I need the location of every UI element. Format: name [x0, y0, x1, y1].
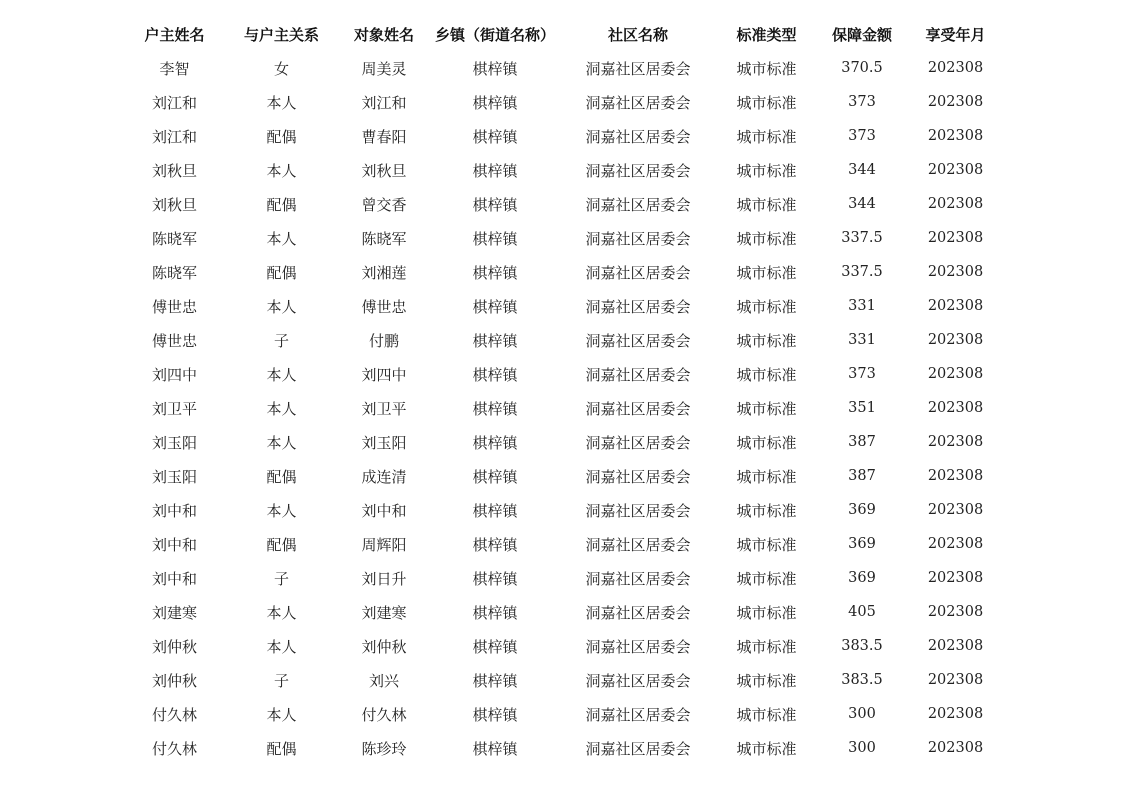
cell-month: 202308 — [927, 400, 984, 416]
cell-standard-type: 城市标准 — [736, 433, 797, 452]
cell-household-head: 刘仲秋 — [151, 671, 197, 690]
cell-amount: 373 — [848, 366, 876, 382]
cell-household-head: 付久林 — [151, 705, 197, 724]
cell-community: 洞嘉社区居委会 — [585, 637, 691, 656]
table-row — [121, 527, 1001, 561]
cell-household-head: 刘玉阳 — [151, 467, 197, 486]
cell-amount: 344 — [848, 162, 876, 178]
header-relation: 与户主关系 — [243, 25, 319, 44]
cell-community: 洞嘉社区居委会 — [585, 263, 691, 282]
cell-community: 洞嘉社区居委会 — [585, 331, 691, 350]
header-household-head: 户主姓名 — [144, 25, 205, 44]
cell-household-head: 刘江和 — [151, 93, 197, 112]
cell-standard-type: 城市标准 — [736, 671, 797, 690]
cell-relation: 本人 — [266, 365, 297, 384]
cell-month: 202308 — [927, 536, 984, 552]
cell-town: 棋梓镇 — [472, 739, 518, 758]
cell-member-name: 刘兴 — [368, 671, 399, 690]
cell-standard-type: 城市标准 — [736, 297, 797, 316]
cell-relation: 子 — [273, 671, 289, 690]
cell-household-head: 刘仲秋 — [151, 637, 197, 656]
cell-standard-type: 城市标准 — [736, 569, 797, 588]
cell-month: 202308 — [927, 468, 984, 484]
cell-month: 202308 — [927, 434, 984, 450]
table-row — [121, 221, 1001, 255]
cell-standard-type: 城市标准 — [736, 739, 797, 758]
cell-month: 202308 — [927, 298, 984, 314]
cell-town: 棋梓镇 — [472, 331, 518, 350]
cell-standard-type: 城市标准 — [736, 93, 797, 112]
cell-town: 棋梓镇 — [472, 127, 518, 146]
cell-member-name: 傅世忠 — [361, 297, 407, 316]
cell-town: 棋梓镇 — [472, 59, 518, 78]
cell-town: 棋梓镇 — [472, 671, 518, 690]
cell-member-name: 付久林 — [361, 705, 407, 724]
cell-standard-type: 城市标准 — [736, 535, 797, 554]
table-row — [121, 629, 1001, 663]
cell-town: 棋梓镇 — [472, 467, 518, 486]
cell-member-name: 刘卫平 — [361, 399, 407, 418]
cell-community: 洞嘉社区居委会 — [585, 705, 691, 724]
cell-relation: 配偶 — [266, 535, 297, 554]
cell-member-name: 曹春阳 — [361, 127, 407, 146]
cell-month: 202308 — [927, 162, 984, 178]
cell-relation: 本人 — [266, 297, 297, 316]
cell-month: 202308 — [927, 706, 984, 722]
header-member-name: 对象姓名 — [353, 25, 414, 44]
cell-town: 棋梓镇 — [472, 93, 518, 112]
cell-month: 202308 — [927, 638, 984, 654]
cell-household-head: 付久林 — [151, 739, 197, 758]
cell-household-head: 刘中和 — [151, 535, 197, 554]
table-row — [121, 425, 1001, 459]
cell-household-head: 李智 — [159, 59, 190, 78]
cell-amount: 383.5 — [841, 672, 883, 688]
cell-amount: 337.5 — [841, 264, 883, 280]
cell-relation: 本人 — [266, 433, 297, 452]
table-row — [121, 459, 1001, 493]
cell-member-name: 刘玉阳 — [361, 433, 407, 452]
cell-town: 棋梓镇 — [472, 705, 518, 724]
table-row — [121, 153, 1001, 187]
cell-relation: 本人 — [266, 93, 297, 112]
cell-household-head: 刘江和 — [151, 127, 197, 146]
cell-town: 棋梓镇 — [472, 229, 518, 248]
cell-month: 202308 — [927, 740, 984, 756]
cell-standard-type: 城市标准 — [736, 637, 797, 656]
cell-town: 棋梓镇 — [472, 195, 518, 214]
cell-member-name: 付鹏 — [368, 331, 399, 350]
cell-community: 洞嘉社区居委会 — [585, 467, 691, 486]
cell-standard-type: 城市标准 — [736, 365, 797, 384]
cell-community: 洞嘉社区居委会 — [585, 365, 691, 384]
cell-standard-type: 城市标准 — [736, 161, 797, 180]
cell-relation: 本人 — [266, 501, 297, 520]
cell-amount: 383.5 — [841, 638, 883, 654]
cell-member-name: 刘日升 — [361, 569, 407, 588]
cell-standard-type: 城市标准 — [736, 59, 797, 78]
table-row — [121, 119, 1001, 153]
cell-community: 洞嘉社区居委会 — [585, 501, 691, 520]
table-row — [121, 561, 1001, 595]
cell-amount: 387 — [848, 434, 876, 450]
cell-community: 洞嘉社区居委会 — [585, 399, 691, 418]
cell-standard-type: 城市标准 — [736, 229, 797, 248]
table-row — [121, 357, 1001, 391]
cell-community: 洞嘉社区居委会 — [585, 535, 691, 554]
cell-amount: 370.5 — [841, 60, 883, 76]
cell-month: 202308 — [927, 604, 984, 620]
cell-town: 棋梓镇 — [472, 297, 518, 316]
cell-month: 202308 — [927, 94, 984, 110]
cell-household-head: 刘建寒 — [151, 603, 197, 622]
cell-town: 棋梓镇 — [472, 161, 518, 180]
cell-town: 棋梓镇 — [472, 263, 518, 282]
table-row — [121, 85, 1001, 119]
cell-amount: 369 — [848, 536, 876, 552]
cell-member-name: 刘秋旦 — [361, 161, 407, 180]
header-community: 社区名称 — [607, 25, 668, 44]
table-row — [121, 663, 1001, 697]
cell-month: 202308 — [927, 570, 984, 586]
cell-community: 洞嘉社区居委会 — [585, 569, 691, 588]
cell-member-name: 陈珍玲 — [361, 739, 407, 758]
cell-household-head: 刘四中 — [151, 365, 197, 384]
cell-relation: 配偶 — [266, 263, 297, 282]
cell-member-name: 刘湘莲 — [361, 263, 407, 282]
cell-town: 棋梓镇 — [472, 501, 518, 520]
cell-relation: 配偶 — [266, 467, 297, 486]
table-row — [121, 493, 1001, 527]
cell-standard-type: 城市标准 — [736, 501, 797, 520]
cell-standard-type: 城市标准 — [736, 399, 797, 418]
cell-amount: 387 — [848, 468, 876, 484]
cell-household-head: 刘秋旦 — [151, 195, 197, 214]
cell-town: 棋梓镇 — [472, 433, 518, 452]
cell-relation: 子 — [273, 569, 289, 588]
cell-relation: 本人 — [266, 161, 297, 180]
cell-town: 棋梓镇 — [472, 569, 518, 588]
cell-amount: 300 — [848, 706, 876, 722]
table-row — [121, 323, 1001, 357]
cell-relation: 本人 — [266, 603, 297, 622]
cell-relation: 配偶 — [266, 195, 297, 214]
cell-member-name: 刘中和 — [361, 501, 407, 520]
cell-town: 棋梓镇 — [472, 365, 518, 384]
cell-community: 洞嘉社区居委会 — [585, 671, 691, 690]
cell-community: 洞嘉社区居委会 — [585, 195, 691, 214]
table-row — [121, 697, 1001, 731]
cell-amount: 369 — [848, 570, 876, 586]
cell-town: 棋梓镇 — [472, 603, 518, 622]
cell-relation: 本人 — [266, 229, 297, 248]
cell-month: 202308 — [927, 672, 984, 688]
table-row — [121, 731, 1001, 765]
table-row — [121, 51, 1001, 85]
table-row — [121, 187, 1001, 221]
cell-member-name: 周美灵 — [361, 59, 407, 78]
cell-household-head: 傅世忠 — [151, 297, 197, 316]
cell-member-name: 刘江和 — [361, 93, 407, 112]
cell-amount: 331 — [848, 332, 876, 348]
table-row — [121, 595, 1001, 629]
cell-relation: 本人 — [266, 637, 297, 656]
document-page — [121, 17, 1001, 765]
table-row — [121, 289, 1001, 323]
cell-relation: 子 — [273, 331, 289, 350]
cell-amount: 405 — [848, 604, 876, 620]
table-row — [121, 391, 1001, 425]
subsidy-table — [121, 17, 1001, 765]
cell-community: 洞嘉社区居委会 — [585, 127, 691, 146]
cell-community: 洞嘉社区居委会 — [585, 433, 691, 452]
header-town: 乡镇（街道名称） — [434, 25, 555, 44]
cell-household-head: 陈晓军 — [151, 229, 197, 248]
cell-member-name: 曾交香 — [361, 195, 407, 214]
cell-relation: 本人 — [266, 705, 297, 724]
cell-standard-type: 城市标准 — [736, 467, 797, 486]
cell-month: 202308 — [927, 128, 984, 144]
cell-relation: 本人 — [266, 399, 297, 418]
cell-town: 棋梓镇 — [472, 535, 518, 554]
header-row — [121, 17, 1001, 51]
table-row — [121, 255, 1001, 289]
cell-household-head: 刘中和 — [151, 501, 197, 520]
cell-month: 202308 — [927, 366, 984, 382]
cell-amount: 373 — [848, 128, 876, 144]
cell-standard-type: 城市标准 — [736, 705, 797, 724]
cell-month: 202308 — [927, 230, 984, 246]
cell-community: 洞嘉社区居委会 — [585, 161, 691, 180]
cell-member-name: 成连清 — [361, 467, 407, 486]
cell-community: 洞嘉社区居委会 — [585, 93, 691, 112]
cell-member-name: 周辉阳 — [361, 535, 407, 554]
cell-amount: 373 — [848, 94, 876, 110]
cell-community: 洞嘉社区居委会 — [585, 297, 691, 316]
cell-relation: 配偶 — [266, 739, 297, 758]
cell-amount: 369 — [848, 502, 876, 518]
cell-standard-type: 城市标准 — [736, 263, 797, 282]
cell-month: 202308 — [927, 332, 984, 348]
cell-household-head: 刘秋旦 — [151, 161, 197, 180]
cell-standard-type: 城市标准 — [736, 127, 797, 146]
cell-household-head: 傅世忠 — [151, 331, 197, 350]
cell-member-name: 陈晓军 — [361, 229, 407, 248]
cell-relation: 女 — [273, 59, 289, 78]
cell-relation: 配偶 — [266, 127, 297, 146]
cell-household-head: 刘中和 — [151, 569, 197, 588]
cell-household-head: 刘玉阳 — [151, 433, 197, 452]
cell-month: 202308 — [927, 264, 984, 280]
cell-town: 棋梓镇 — [472, 637, 518, 656]
cell-member-name: 刘建寒 — [361, 603, 407, 622]
cell-amount: 344 — [848, 196, 876, 212]
cell-month: 202308 — [927, 196, 984, 212]
cell-amount: 351 — [848, 400, 876, 416]
cell-member-name: 刘仲秋 — [361, 637, 407, 656]
cell-amount: 337.5 — [841, 230, 883, 246]
cell-month: 202308 — [927, 60, 984, 76]
header-month: 享受年月 — [925, 25, 986, 44]
cell-community: 洞嘉社区居委会 — [585, 603, 691, 622]
header-standard-type: 标准类型 — [736, 25, 797, 44]
table-body — [121, 51, 1001, 765]
cell-community: 洞嘉社区居委会 — [585, 739, 691, 758]
cell-member-name: 刘四中 — [361, 365, 407, 384]
cell-amount: 300 — [848, 740, 876, 756]
cell-household-head: 陈晓军 — [151, 263, 197, 282]
cell-month: 202308 — [927, 502, 984, 518]
cell-standard-type: 城市标准 — [736, 331, 797, 350]
cell-household-head: 刘卫平 — [151, 399, 197, 418]
cell-community: 洞嘉社区居委会 — [585, 59, 691, 78]
cell-standard-type: 城市标准 — [736, 195, 797, 214]
cell-standard-type: 城市标准 — [736, 603, 797, 622]
cell-community: 洞嘉社区居委会 — [585, 229, 691, 248]
cell-amount: 331 — [848, 298, 876, 314]
cell-town: 棋梓镇 — [472, 399, 518, 418]
header-amount: 保障金额 — [831, 25, 892, 44]
